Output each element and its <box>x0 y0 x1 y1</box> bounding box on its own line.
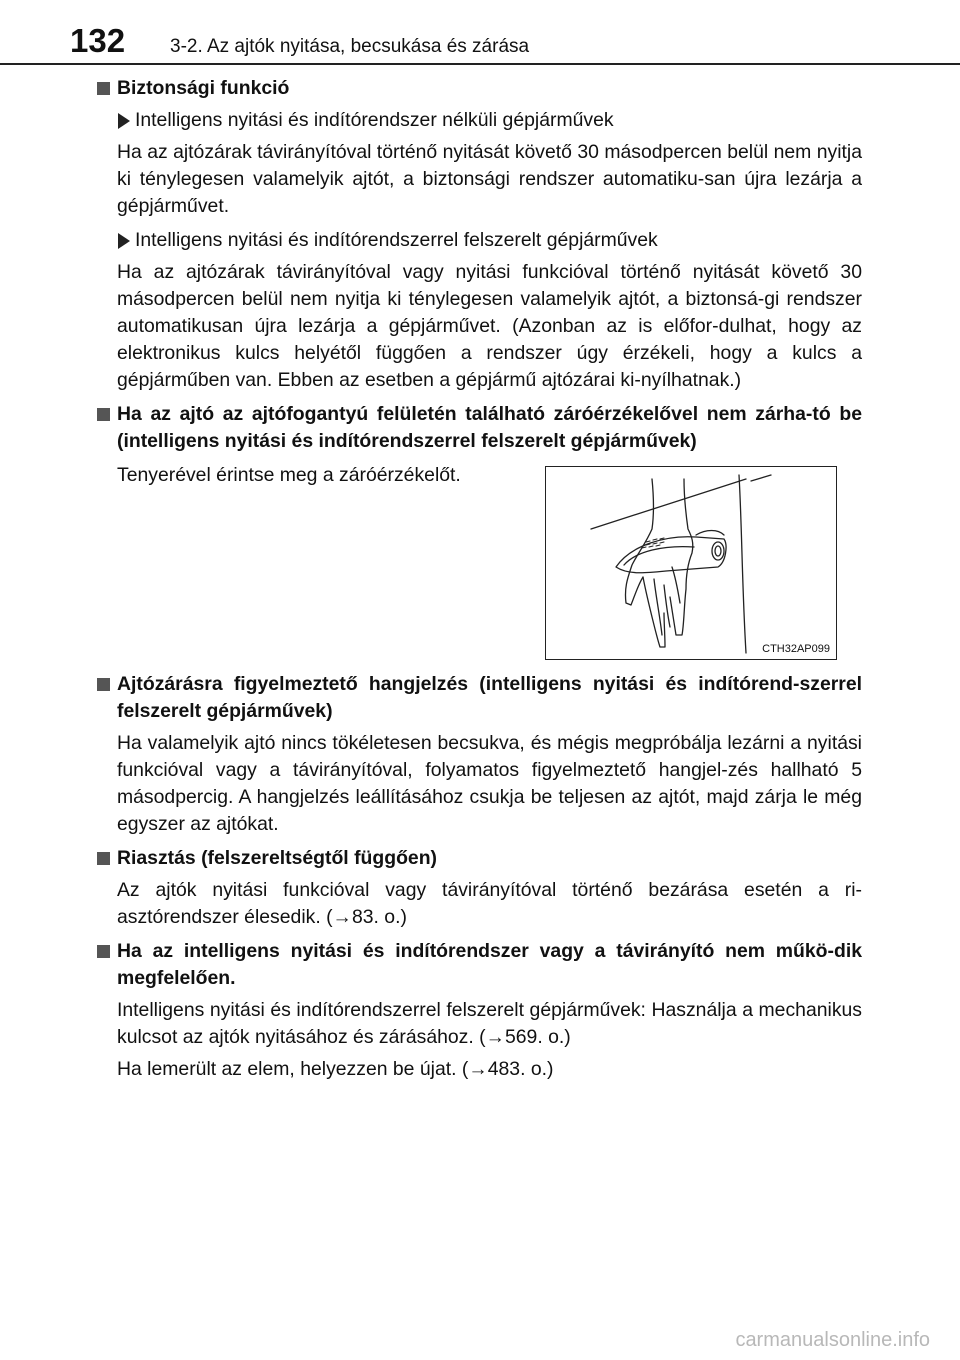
section-bullet-icon <box>97 408 110 421</box>
subheading-without-smart-key <box>70 107 862 134</box>
subheading-label: Intelligens nyitási és indítórendszer nélküli gépjárművek <box>135 109 614 131</box>
paragraph: Intelligens nyitási és indítórendszerrel felszerelt gépjárművek: Használja a mechanikus kulcsot az ajtók nyitásához és zárásához. (→569. o.) <box>117 999 862 1048</box>
section-heading-lock-sensor <box>70 401 862 455</box>
paragraph: Ha valamelyik ajtó nincs tökéletesen becsukva, és mégis megpróbálja lezárni a nyitási funkcióval vagy a távirányítóval, folyamatos figyelmeztető hangjel-zés hallható 5 másodpercig. A hangjelzés leállításához csukja be teljesen az ajtót, majd zárja le még egyszer az ajtókat. <box>117 732 862 835</box>
section-bullet-icon <box>97 945 110 958</box>
door-handle-illustration <box>545 466 837 660</box>
page-number: 132 <box>70 22 126 59</box>
section-heading-lock-buzzer <box>70 671 862 725</box>
chapter-title: 3-2. Az ajtók nyitása, becsukása és zárása <box>170 36 530 57</box>
paragraph: Ha az ajtózárak távirányítóval vagy nyitási funkcióval történő nyitását követő 30 másodpercen belül nem nyitja ki ténylegesen valamelyik ajtót, a biztonsá-gi rendszer automatikusan újra lezárja a gépjárművet. (Azonban az is előfor-dulhat, hogy az elektronikus kulcs helyétől függően a rendszer úgy érzékeli, hogy a kulcs a gépjárműben van. Ebben az esetben a gépjármű ajtózárai ki-nyílhatnak.) <box>117 261 862 391</box>
section-heading-alarm <box>70 845 862 872</box>
figure-row <box>70 462 862 657</box>
section-title: Biztonsági funkció <box>117 77 290 99</box>
section-title: Riasztás (felszereltségtől függően) <box>117 847 438 869</box>
watermark: carmanualsonline.info <box>735 1329 930 1351</box>
triangle-bullet-icon <box>118 113 130 129</box>
section-heading-security <box>70 75 862 102</box>
paragraph: Az ajtók nyitási funkcióval vagy távirányítóval történő bezárása esetén a ri-asztórendszer élesedik. (→83. o.) <box>117 879 862 928</box>
section-title: Ha az intelligens nyitási és indítórendszer vagy a távirányító nem műkö-dik megfelelően. <box>117 940 862 989</box>
page-content <box>70 75 862 1083</box>
triangle-bullet-icon <box>118 233 130 249</box>
paragraph: Ha lemerült az elem, helyezzen be újat. (→483. o.) <box>117 1058 554 1080</box>
section-bullet-icon <box>97 82 110 95</box>
figure-code: CTH32AP099 <box>762 643 830 655</box>
header-rule <box>0 63 960 65</box>
section-heading-malfunction <box>70 938 862 992</box>
subheading-with-smart-key <box>70 227 862 254</box>
paragraph: Tenyerével érintse meg a záróérzékelőt. <box>117 464 461 486</box>
hand-on-door-handle-drawing <box>546 467 836 659</box>
section-title: Ha az ajtó az ajtófogantyú felületén található záróérzékelővel nem zárha-tó be (intelligens nyitási és indítórendszerrel felszerelt gépjárművek) <box>117 403 862 452</box>
section-bullet-icon <box>97 678 110 691</box>
section-bullet-icon <box>97 852 110 865</box>
paragraph: Ha az ajtózárak távirányítóval történő nyitását követő 30 másodpercen belül nem nyitja ki ténylegesen valamelyik ajtót, a biztonsági rendszer automatiku-san újra lezárja a gépjárművet. <box>117 141 862 217</box>
subheading-label: Intelligens nyitási és indítórendszerrel felszerelt gépjárművek <box>135 229 658 251</box>
section-title: Ajtózárásra figyelmeztető hangjelzés (intelligens nyitási és indítórend-szerrel felszerelt gépjárművek) <box>117 673 862 722</box>
